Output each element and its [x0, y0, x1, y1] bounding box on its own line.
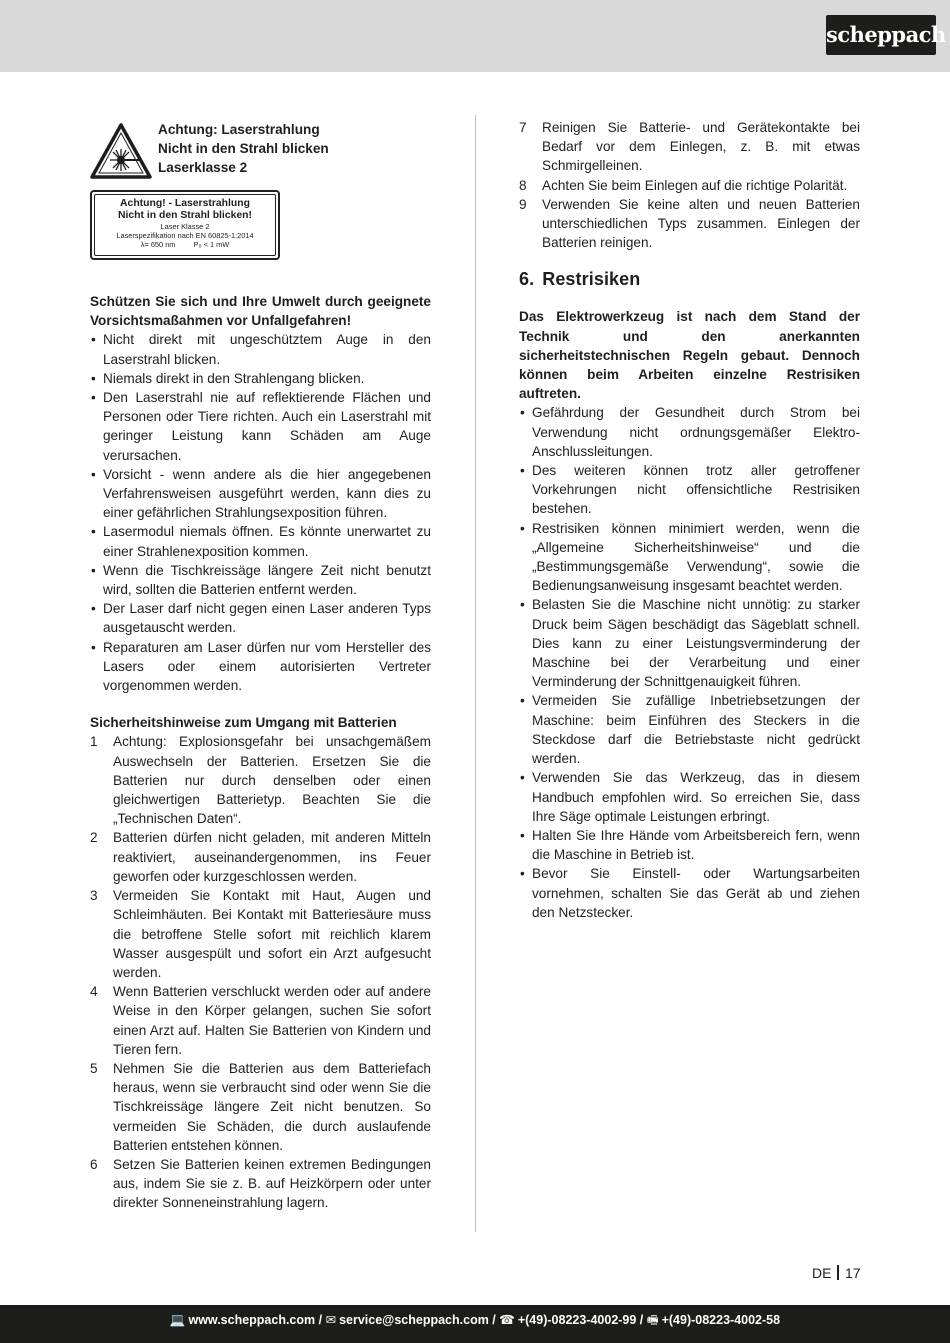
list-item: • Des weiteren können trotz aller getroffener Vorkehrungen nicht offensichtliche Restrisiken bestehen.: [519, 461, 860, 519]
label-class: Laser Klasse 2: [160, 222, 210, 231]
protect-list: [90, 330, 431, 695]
section-title: Restrisiken: [542, 269, 641, 290]
list-item: 8 Achten Sie beim Einlegen auf die richtige Polarität.: [519, 177, 848, 193]
list-item: • Nicht direkt mit ungeschütztem Auge in den Laserstrahl blicken.: [90, 330, 431, 368]
mail-icon: ✉: [325, 1313, 337, 1327]
list-item: 7 Reinigen Sie Batterie- und Gerätekontakte bei Bedarf vor dem Einlegen, z. B. mit etwas Schmirgelleinen.: [519, 120, 860, 174]
battery-list-continued: [519, 118, 860, 252]
footer-web[interactable]: www.scheppach.com /: [188, 1313, 323, 1327]
list-item: • Der Laser darf nicht gegen einen Laser anderen Typs ausgetauscht werden.: [90, 599, 431, 637]
section-heading: [519, 268, 860, 290]
list-item: 3 Vermeiden Sie Kontakt mit Haut, Augen und Schleimhäuten. Bei Kontakt mit Batteriesäure muss die betroffene Stelle sofort mit reichlich klarem Wasser ausgespült und sofort ein Arzt aufgesucht werden.: [90, 888, 431, 980]
laser-warning-text: [158, 120, 329, 177]
list-item: • Bevor Sie Einstell- oder Wartungsarbeiten vornehmen, schalten Sie das Gerät ab und ziehen den Netzstecker.: [519, 864, 860, 922]
list-item: • Vermeiden Sie zufällige Inbetriebsetzungen der Maschine: beim Einführen des Steckers in die Steckdose darf die Betriebstaste nicht gedrückt werden.: [519, 691, 860, 768]
label-wavelength: λ= 650 nm: [140, 240, 176, 249]
label-spec: Laserspezifikation nach EN 60825-1:2014: [116, 231, 254, 240]
label-title1: Achtung! - Laserstrahlung: [120, 198, 250, 209]
list-item: • Restrisiken können minimiert werden, wenn die „Allgemeine Sicherheitshinweise“ und die „Bestimmungsgemäße Verwendung“, sowie die Bedienungsanweisung insgesamt beachtet werden.: [519, 519, 860, 596]
laser-warning-line1: Achtung: Laserstrahlung: [158, 122, 320, 137]
residual-list: [519, 403, 860, 921]
footer-email[interactable]: service@scheppach.com /: [339, 1313, 496, 1327]
residual-intro: Das Elektrowerkzeug ist nach dem Stand der Technik und den anerkannten sicherheitstechnischen Regeln gebaut. Dennoch können beim Arbeiten einzelne Restrisiken auftreten.: [519, 309, 860, 402]
laser-warning-block: [90, 118, 431, 278]
list-item: 1 Achtung: Explosionsgefahr bei unsachgemäßem Auswechseln der Batterien. Ersetzen Sie die Batterien nur durch denselben oder einen gleichwertigen Batterietyp. Beachten Sie die „Technischen Daten“.: [90, 734, 431, 827]
list-item: • Halten Sie Ihre Hände vom Arbeitsbereich fern, wenn die Maschine in Betrieb ist.: [519, 826, 860, 864]
phone-icon: ☎: [499, 1313, 515, 1327]
list-item: • Den Laserstrahl nie auf reflektierende Flächen und Personen oder Tiere richten. Auch ein Laserstrahl mit geringer Leistung kann Schäden am Auge verursachen.: [90, 388, 431, 465]
list-item: 6 Setzen Sie Batterien keinen extremen Bedingungen aus, indem Sie sie z. B. auf Heizkörpern oder unter direkter Sonneneinstrahlung lagern.: [90, 1156, 431, 1211]
laser-warning-icon: [90, 123, 152, 179]
list-item: • Verwenden Sie das Werkzeug, das in diesem Handbuch empfohlen wird. So erreichen Sie, dass Ihre Säge optimale Leistungen erbringt.: [519, 768, 860, 826]
page-number: [812, 1264, 861, 1282]
list-item: • Niemals direkt in den Strahlengang blicken.: [90, 369, 431, 388]
label-power: P₀ < 1 mW: [193, 240, 230, 249]
fax-icon: 🖷: [646, 1313, 659, 1327]
list-item: • Wenn die Tischkreissäge längere Zeit nicht benutzt wird, sollten die Batterien entfernt werden.: [90, 561, 431, 599]
list-item: • Belasten Sie die Maschine nicht unnötig: zu starker Druck beim Sägen beschädigt das Sägeblatt schnell. Dies kann zu einer Leistungsverminderung der Maschine bei der Verarbeitung und einer Verminderung der Schnittgenauigkeit führen.: [519, 595, 860, 691]
section-number: 6.: [519, 269, 535, 290]
protect-heading: Schützen Sie sich und Ihre Umwelt durch geeignete Vorsichtsmaßahmen vor Unfallgefahren!: [90, 294, 431, 329]
list-item: • Gefährdung der Gesundheit durch Strom bei Verwendung nicht ordnungsgemäßer Elektro-Anschlussleitungen.: [519, 403, 860, 461]
left-column: [90, 118, 431, 1213]
battery-list: [90, 732, 431, 1212]
computer-icon: 💻: [169, 1313, 186, 1327]
list-item: 9 Verwenden Sie keine alten und neuen Batterien unterschiedlichen Typs zusammen. Einlegen der Batterien reinigen.: [519, 196, 860, 251]
column-divider: [475, 115, 476, 1232]
footer-fax: +(49)-08223-4002-58: [661, 1313, 781, 1327]
footer-phone: +(49)-08223-4002-99 /: [517, 1313, 644, 1327]
list-item: • Vorsicht - wenn andere als die hier angegebenen Verfahrensweisen ausgeführt werden, kann dies zu einer gefährlichen Strahlungsexposition führen.: [90, 465, 431, 523]
list-item: 5 Nehmen Sie die Batterien aus dem Batteriefach heraus, wenn sie verbraucht sind oder wenn Sie die Tischkreissäge längere Zeit nicht benutzen. So vermeiden Sie Schäden, die durch auslaufende Batterien entstehen können.: [90, 1060, 431, 1153]
battery-heading: Sicherheitshinweise zum Umgang mit Batterien: [90, 715, 397, 731]
list-item: • Reparaturen am Laser dürfen nur vom Hersteller des Lasers oder einem autorisierten Vertreter vorgenommen werden.: [90, 638, 431, 696]
list-item: 2 Batterien dürfen nicht geladen, mit anderen Mitteln reaktiviert, auseinandergenommen, ins Feuer geworfen oder kurzgeschlossen werden.: [90, 830, 431, 884]
laser-warning-line2: Nicht in den Strahl blicken: [158, 141, 329, 156]
label-title2: Nicht in den Strahl blicken!: [118, 210, 252, 221]
footer-bar: [0, 1305, 950, 1343]
laser-class-label: [90, 190, 280, 260]
scheppach-logo: scheppach: [826, 15, 936, 55]
list-item: 4 Wenn Batterien verschluckt werden oder auf andere Weise in den Körper gelangen, suchen Sie sofort einen Arzt auf. Halten Sie Batterien von Kindern und Tieren fern.: [90, 984, 431, 1057]
laser-warning-line3: Laserklasse 2: [158, 160, 248, 175]
header-band: [0, 0, 950, 72]
list-item: • Lasermodul niemals öffnen. Es könnte unerwartet zu einer Strahlenexposition kommen.: [90, 522, 431, 560]
page-num: 17: [844, 1265, 861, 1281]
right-column: [519, 118, 860, 922]
page-lang: DE: [812, 1265, 832, 1281]
